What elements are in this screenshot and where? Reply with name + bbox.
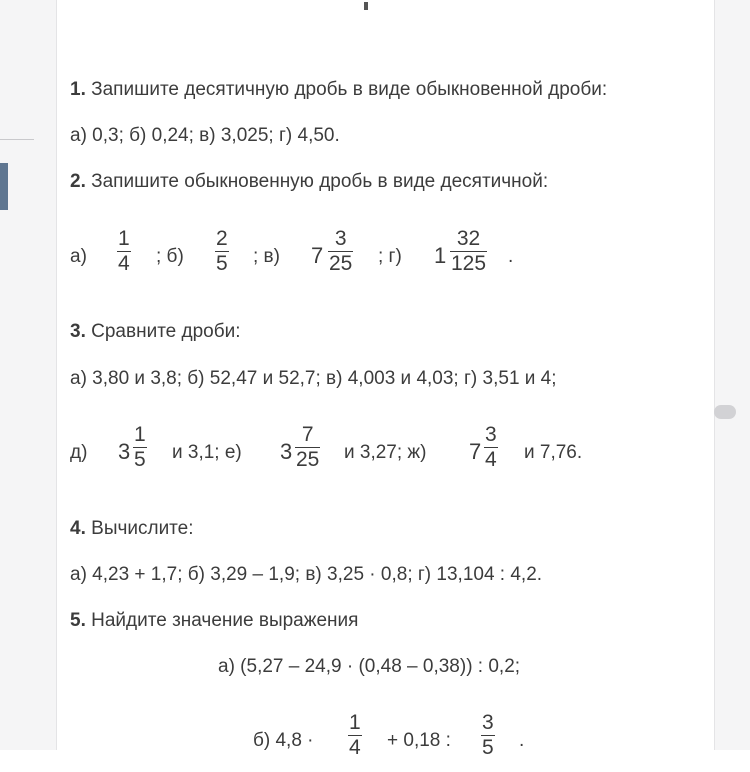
numerator: 3 xyxy=(334,227,347,250)
task-5-title: Найдите значение выражения xyxy=(91,610,359,631)
denominator: 25 xyxy=(329,252,353,275)
fraction-7-3-4 xyxy=(484,424,498,471)
label-a: а) xyxy=(70,246,87,267)
task-5-expression-a: а) (5,27 – 24,9 · (0,48 – 0,38)) : 0,2; xyxy=(218,656,521,677)
sidebar-active-marker[interactable] xyxy=(0,163,8,210)
end-period: . xyxy=(508,246,514,267)
denominator: 125 xyxy=(451,252,487,275)
task-3-items: а) 3,80 и 3,8; б) 52,47 и 52,7; в) 4,003 и 4,03; г) 3,51 и 4; xyxy=(70,368,557,389)
task-3-title: Сравните дроби: xyxy=(91,321,241,342)
denominator: 5 xyxy=(482,736,494,759)
denominator: 25 xyxy=(296,448,320,471)
left-sidebar xyxy=(0,0,57,750)
task-2-heading xyxy=(70,171,548,193)
fraction-1-4 xyxy=(117,228,131,275)
task-3-heading xyxy=(70,321,241,343)
denominator: 5 xyxy=(134,448,146,471)
fraction-3-7-25 xyxy=(295,424,320,471)
numerator: 7 xyxy=(301,423,314,446)
expr-b-mid: + 0,18 : xyxy=(387,730,451,751)
task-3-number: 3. xyxy=(70,321,86,342)
label-d: д) xyxy=(70,442,88,463)
fraction-2-5 xyxy=(215,228,229,275)
whole-part: 7 xyxy=(469,439,482,464)
expr-b-end: . xyxy=(519,730,525,751)
numerator: 1 xyxy=(118,227,130,250)
scrollbar-thumb[interactable] xyxy=(714,405,736,419)
whole-part: 3 xyxy=(280,439,293,464)
task-5-heading xyxy=(70,610,358,632)
fraction-3-25 xyxy=(328,228,353,275)
label-after-d: и 3,1; е) xyxy=(172,442,242,463)
numerator: 3 xyxy=(485,423,497,446)
label-b: ; б) xyxy=(156,246,184,267)
whole-part: 7 xyxy=(311,243,324,268)
numerator: 3 xyxy=(482,711,494,734)
expr-b-start: б) 4,8 · xyxy=(253,730,314,751)
task-4-title: Вычислите: xyxy=(91,518,194,539)
label-after-zh: и 7,76. xyxy=(524,442,583,463)
denominator: 4 xyxy=(349,736,361,759)
task-1-title: Запишите десятичную дробь в виде обыкновенной дроби: xyxy=(91,79,608,100)
numerator: 32 xyxy=(456,227,481,250)
task-4-heading xyxy=(70,518,194,540)
label-g: ; г) xyxy=(378,246,402,267)
fraction-32-125 xyxy=(450,228,487,275)
task-1-number: 1. xyxy=(70,79,86,100)
task-1-heading xyxy=(70,79,607,101)
whole-part: 1 xyxy=(434,243,447,268)
top-mark xyxy=(364,2,368,10)
sidebar-divider xyxy=(0,139,34,140)
numerator: 2 xyxy=(216,227,228,250)
task-4-items: а) 4,23 + 1,7; б) 3,29 – 1,9; в) 3,25 · 0,8; г) 13,104 : 4,2. xyxy=(70,564,543,585)
whole-part: 3 xyxy=(118,439,131,464)
fraction-3-5 xyxy=(481,712,495,759)
task-1-items: а) 0,3; б) 0,24; в) 3,025; г) 4,50. xyxy=(70,125,340,146)
task-2-number: 2. xyxy=(70,171,86,192)
fraction-1-4 xyxy=(348,712,362,759)
denominator: 5 xyxy=(216,252,228,275)
scroll-track[interactable] xyxy=(714,0,750,750)
numerator: 1 xyxy=(349,711,361,734)
denominator: 4 xyxy=(485,448,497,471)
label-v: ; в) xyxy=(253,246,280,267)
numerator: 1 xyxy=(134,423,146,446)
task-4-number: 4. xyxy=(70,518,86,539)
task-5-number: 5. xyxy=(70,610,86,631)
label-after-e: и 3,27; ж) xyxy=(344,442,427,463)
task-2-title: Запишите обыкновенную дробь в виде десятичной: xyxy=(91,171,549,192)
fraction-3-1-5 xyxy=(133,424,147,471)
denominator: 4 xyxy=(118,252,130,275)
